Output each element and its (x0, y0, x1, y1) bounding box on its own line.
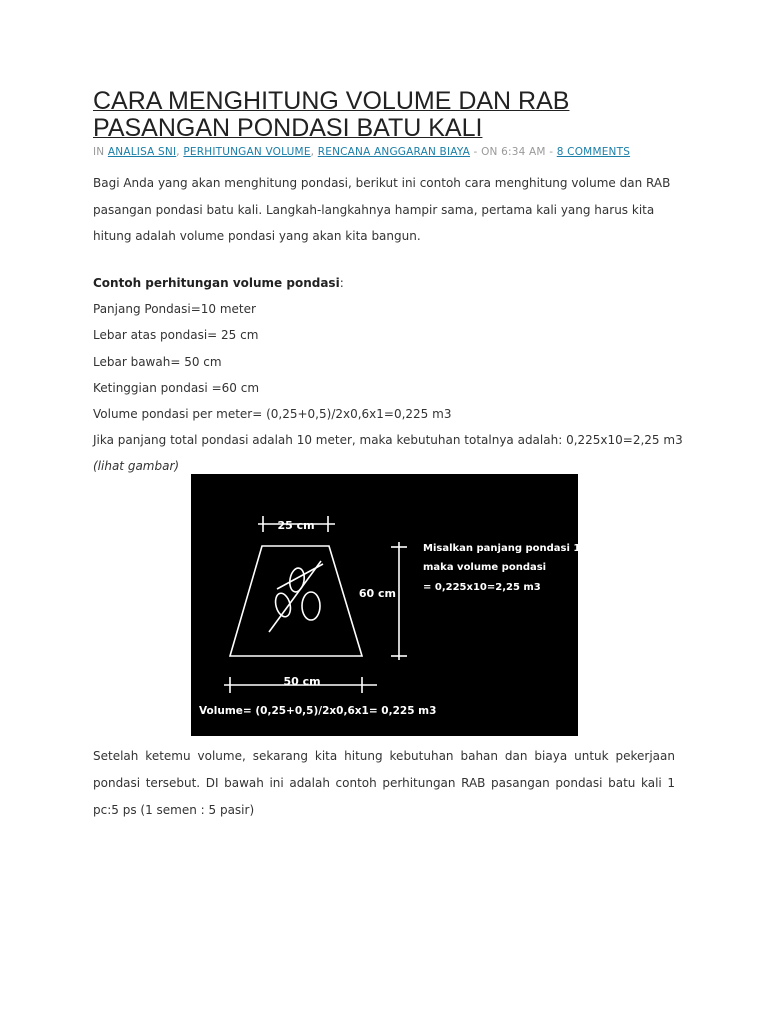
top-width-label: 25 cm (277, 519, 315, 532)
example-line: Volume pondasi per meter= (0,25+0,5)/2x0,6x1=0,225 m3 (93, 406, 452, 421)
bottom-width-label: 50 cm (283, 675, 321, 688)
note-line-3: = 0,225x10=2,25 m3 (423, 582, 541, 593)
foundation-trapezoid (230, 546, 362, 656)
example-line: Lebar bawah= 50 cm (93, 354, 222, 369)
meta-time: - ON 6:34 AM - (473, 146, 554, 158)
height-label: 60 cm (358, 587, 396, 600)
outro-paragraph: Setelah ketemu volume, sekarang kita hitung kebutuhan bahan dan biaya untuk pekerjaan pondasi tersebut. DI bawah ini adalah contoh perhitungan RAB pasangan pondasi batu kali 1 pc:5 ps (1 semen : 5 pasir) (93, 749, 675, 817)
foundation-diagram (191, 474, 605, 736)
foundation-diagram-svg (191, 474, 605, 736)
example-line: Lebar atas pondasi= 25 cm (93, 328, 259, 343)
note-line-1: Misalkan panjang pondasi 10 m, (423, 543, 605, 554)
post-title[interactable]: CARA MENGHITUNG VOLUME DAN RAB PASANGAN PONDASI BATU KALI (93, 87, 570, 142)
example-block (93, 274, 693, 484)
example-heading: Contoh perhitungan volume pondasi (93, 276, 340, 290)
example-line: Jika panjang total pondasi adalah 10 meter, maka kebutuhan totalnya adalah: 0,225x10=2,25 m3 (93, 433, 683, 448)
stone-shape (302, 592, 320, 620)
category-link-rencana-anggaran-biaya[interactable]: RENCANA ANGGARAN BIAYA (317, 146, 470, 158)
post-meta: IN ANALISA SNI, PERHITUNGAN VOLUME, RENCANA ANGGARAN BIAYA - ON 6:34 AM - 8 COMMENTS (93, 146, 631, 158)
note-line-2: maka volume pondasi (423, 562, 547, 573)
volume-formula: Volume= (0,25+0,5)/2x0,6x1= 0,225 m3 (199, 705, 437, 717)
example-line: Ketinggian pondasi =60 cm (93, 380, 260, 395)
see-image-note: (lihat gambar) (93, 459, 180, 474)
example-heading-line (93, 274, 693, 300)
example-heading-colon: : (339, 276, 344, 290)
stone-shape (273, 592, 293, 619)
category-link-analisa-sni[interactable]: ANALISA SNI (107, 146, 177, 158)
comments-link[interactable]: 8 COMMENTS (556, 146, 631, 158)
intro-paragraph: Bagi Anda yang akan menghitung pondasi, berikut ini contoh cara menghitung volume dan RAB pasangan pondasi batu kali. Langkah-langkahnya hampir sama, pertama kali yang harus kita hitung adalah volume pondasi yang akan kita bangun. (93, 176, 671, 243)
stone-shape (288, 567, 306, 593)
example-line: Panjang Pondasi=10 meter (93, 302, 256, 317)
meta-in-label: IN (93, 146, 105, 158)
category-link-perhitungan-volume[interactable]: PERHITUNGAN VOLUME (183, 146, 311, 158)
